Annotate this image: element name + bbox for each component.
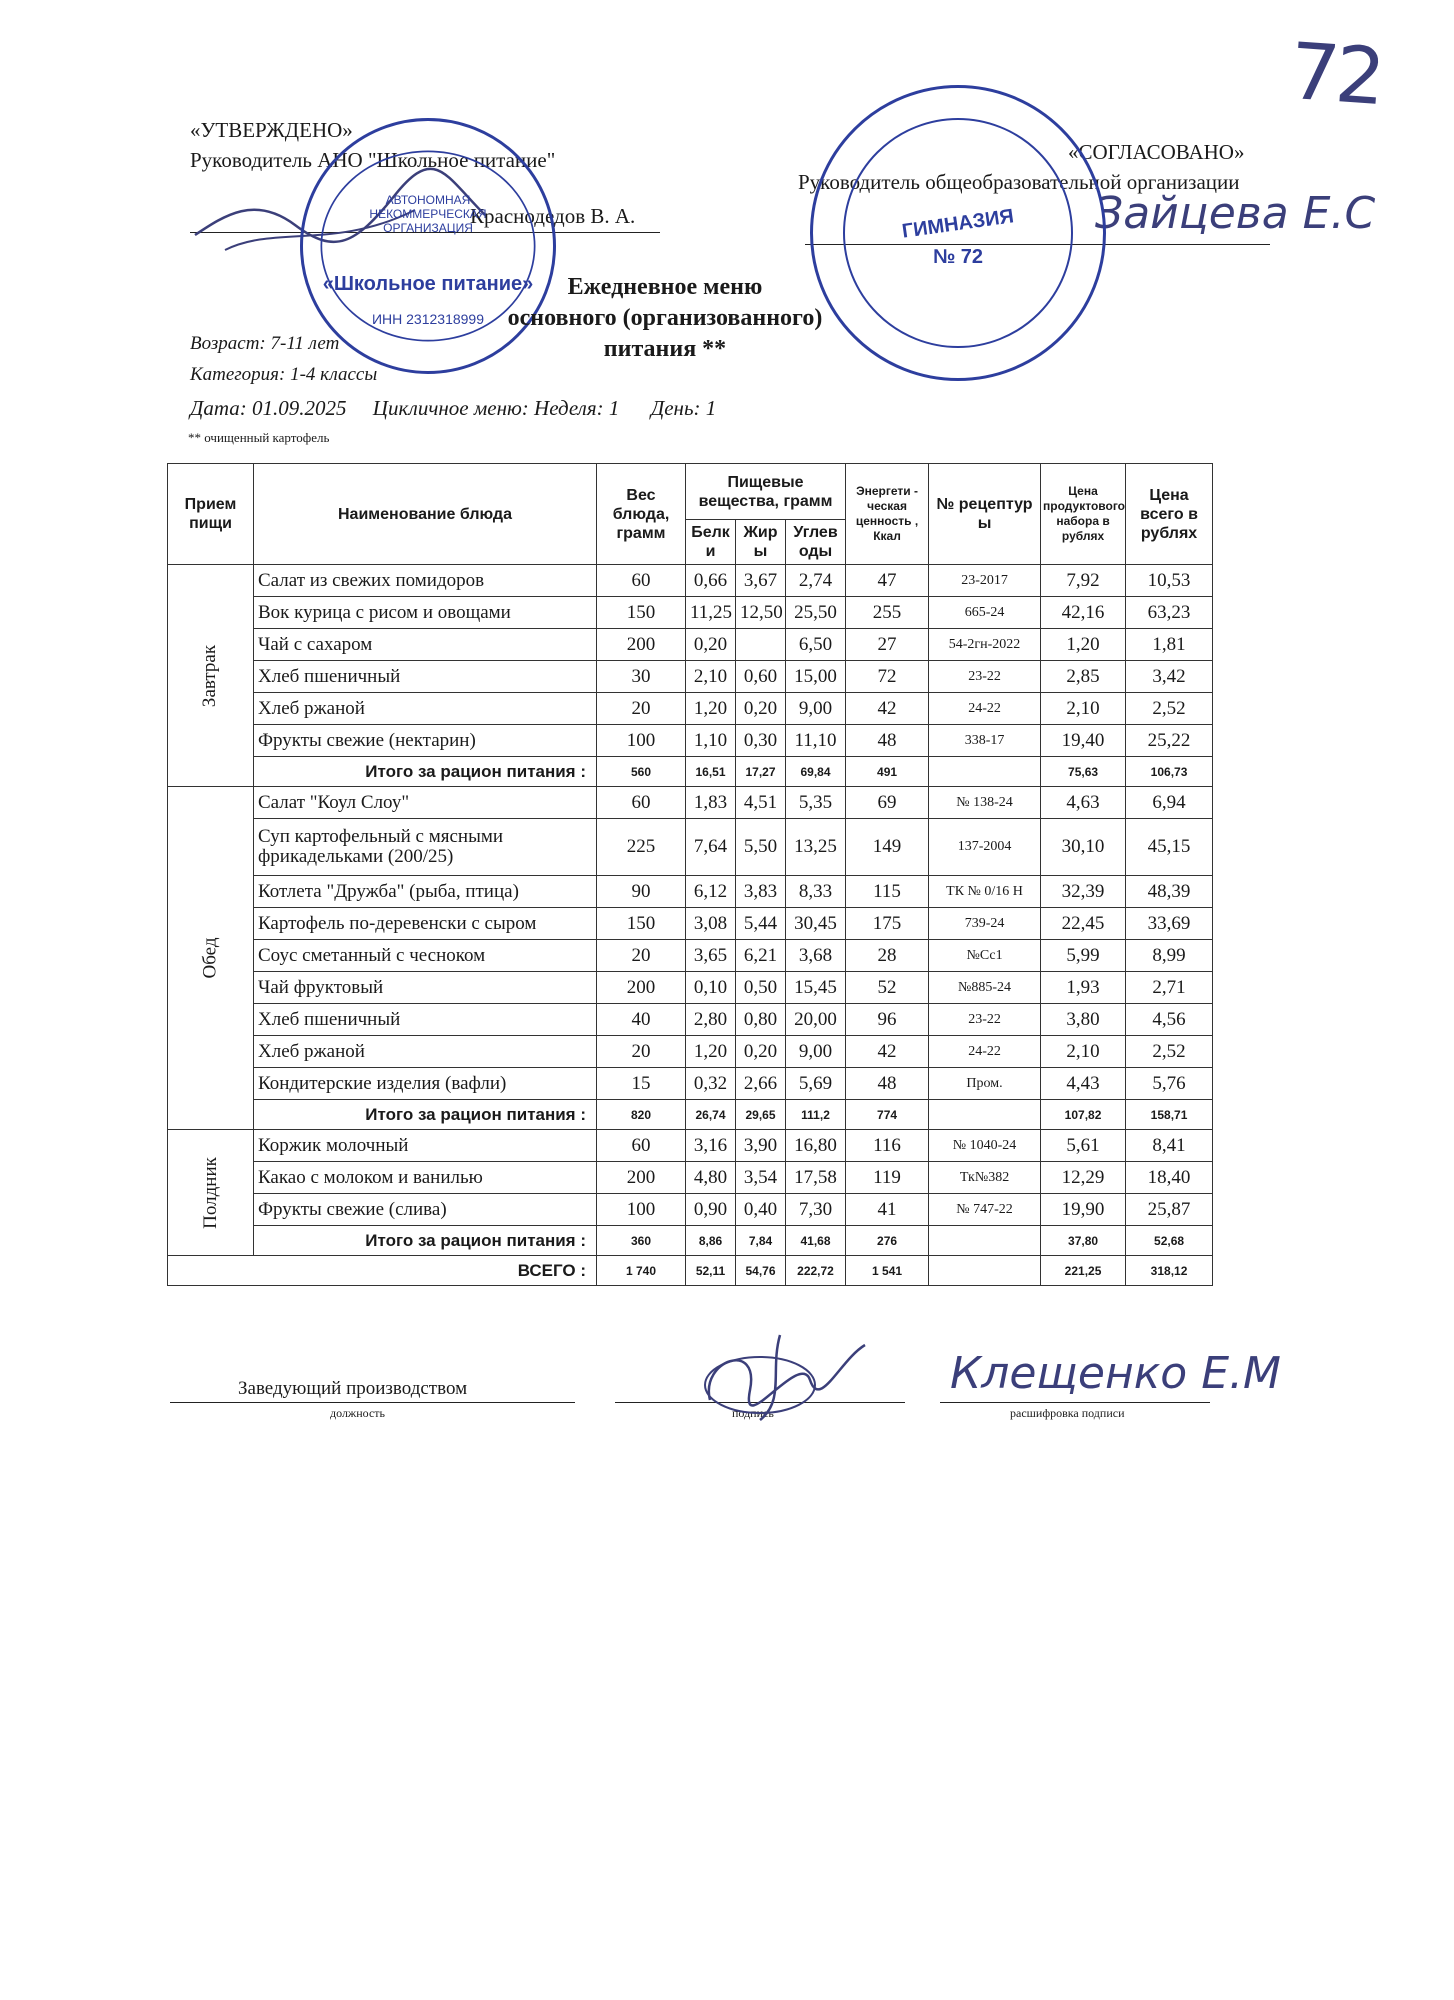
cell-recipe: №885-24 — [929, 972, 1041, 1004]
cell-recipe: № 747-22 — [929, 1194, 1041, 1226]
cell-price-set: 1,93 — [1041, 972, 1126, 1004]
total-protein: 16,51 — [686, 757, 736, 787]
table-row — [168, 1130, 1213, 1162]
cell-recipe: 739-24 — [929, 908, 1041, 940]
cell-recipe: 23-22 — [929, 1004, 1041, 1036]
cell-recipe: 137-2004 — [929, 819, 1041, 876]
cell-price-total: 48,39 — [1126, 876, 1213, 908]
cell-price-set: 32,39 — [1041, 876, 1126, 908]
footer-position: Заведующий производством — [238, 1378, 468, 1399]
cell-price-total: 1,81 — [1126, 629, 1213, 661]
dish-name: Фрукты свежие (нектарин) — [254, 725, 597, 757]
cell-fat: 0,80 — [736, 1004, 786, 1036]
footer-name-caption: расшифровка подписи — [1010, 1406, 1125, 1420]
cell-weight: 40 — [597, 1004, 686, 1036]
dish-name: Картофель по-деревенски с сыром — [254, 908, 597, 940]
footer-signature — [690, 1330, 890, 1425]
footer-name-signed: Клещенко Е.М — [950, 1348, 1281, 1399]
table-row — [168, 1036, 1213, 1068]
cell-weight: 90 — [597, 876, 686, 908]
table-row — [168, 787, 1213, 819]
total-carbs: 111,2 — [786, 1100, 846, 1130]
dish-name: Чай с сахаром — [254, 629, 597, 661]
cell-protein: 0,10 — [686, 972, 736, 1004]
cell-carbs: 11,10 — [786, 725, 846, 757]
dish-name: Соус сметанный с чесноком — [254, 940, 597, 972]
cell-price-set: 42,16 — [1041, 597, 1126, 629]
header-recipe: № рецептур ы — [929, 464, 1041, 565]
cell-energy: 42 — [846, 1036, 929, 1068]
table-row — [168, 876, 1213, 908]
total-energy: 491 — [846, 757, 929, 787]
cell-price-total: 63,23 — [1126, 597, 1213, 629]
title-line-1: Ежедневное меню — [567, 274, 763, 300]
cell-price-set: 7,92 — [1041, 565, 1126, 597]
cell-weight: 200 — [597, 1162, 686, 1194]
header-energy: Энергети - ческая ценность , Ккал — [846, 464, 929, 565]
cell-protein: 3,08 — [686, 908, 736, 940]
total-carbs: 69,84 — [786, 757, 846, 787]
date-info: Дата: 01.09.2025 Цикличное меню: Неделя: 1 День: 1 — [190, 396, 717, 420]
total-label: Итого за рацион питания : — [254, 757, 597, 787]
grand-total-row — [168, 1256, 1213, 1286]
header-protein: Белк и — [686, 520, 736, 565]
cell-price-total: 8,41 — [1126, 1130, 1213, 1162]
cell-energy: 48 — [846, 725, 929, 757]
cell-protein: 3,16 — [686, 1130, 736, 1162]
cell-weight: 100 — [597, 725, 686, 757]
cell-protein: 11,25 — [686, 597, 736, 629]
cell-price-set: 3,80 — [1041, 1004, 1126, 1036]
meal-name: Завтрак — [199, 644, 221, 707]
cell-fat: 12,50 — [736, 597, 786, 629]
total-price-set: 37,80 — [1041, 1226, 1126, 1256]
dish-name: Котлета "Дружба" (рыба, птица) — [254, 876, 597, 908]
cell-fat: 0,50 — [736, 972, 786, 1004]
cell-energy: 115 — [846, 876, 929, 908]
cell-fat: 0,20 — [736, 1036, 786, 1068]
cell-recipe: № 1040-24 — [929, 1130, 1041, 1162]
table-row — [168, 629, 1213, 661]
cell-fat: 0,60 — [736, 661, 786, 693]
total-price-set: 107,82 — [1041, 1100, 1126, 1130]
dish-name: Салат "Коул Слоу" — [254, 787, 597, 819]
cell-carbs: 3,68 — [786, 940, 846, 972]
cell-protein: 0,32 — [686, 1068, 736, 1100]
total-weight: 560 — [597, 757, 686, 787]
cell-energy: 47 — [846, 565, 929, 597]
cell-energy: 119 — [846, 1162, 929, 1194]
cell-recipe: 23-22 — [929, 661, 1041, 693]
table-row — [168, 1004, 1213, 1036]
cell-recipe: 24-22 — [929, 1036, 1041, 1068]
cell-carbs: 16,80 — [786, 1130, 846, 1162]
cell-price-set: 30,10 — [1041, 819, 1126, 876]
cell-protein: 3,65 — [686, 940, 736, 972]
cell-energy: 28 — [846, 940, 929, 972]
approved-position: Руководитель АНО "Школьное питание" — [190, 148, 556, 172]
grand-total-weight: 1 740 — [597, 1256, 686, 1286]
cell-price-total: 8,99 — [1126, 940, 1213, 972]
total-carbs: 41,68 — [786, 1226, 846, 1256]
stamp-school-name: ГИМНАЗИЯ — [900, 205, 1016, 243]
cell-energy: 27 — [846, 629, 929, 661]
agreed-title: «СОГЛАСОВАНО» — [1068, 140, 1245, 164]
cell-price-total: 33,69 — [1126, 908, 1213, 940]
cell-price-total: 45,15 — [1126, 819, 1213, 876]
meal-name: Обед — [199, 937, 221, 979]
cell-protein: 1,10 — [686, 725, 736, 757]
cell-energy: 72 — [846, 661, 929, 693]
footer-position-caption: должность — [330, 1406, 385, 1420]
cell-price-set: 5,99 — [1041, 940, 1126, 972]
agreed-signature: Зайцева Е.С — [1095, 188, 1376, 239]
total-price-total: 106,73 — [1126, 757, 1213, 787]
cell-energy: 41 — [846, 1194, 929, 1226]
grand-total-recipe — [929, 1256, 1041, 1286]
dish-name: Салат из свежих помидоров — [254, 565, 597, 597]
cell-weight: 225 — [597, 819, 686, 876]
total-protein: 8,86 — [686, 1226, 736, 1256]
cell-price-total: 6,94 — [1126, 787, 1213, 819]
cell-price-total: 18,40 — [1126, 1162, 1213, 1194]
cell-carbs: 13,25 — [786, 819, 846, 876]
cell-protein: 2,80 — [686, 1004, 736, 1036]
cell-carbs: 5,69 — [786, 1068, 846, 1100]
table-row — [168, 1068, 1213, 1100]
cell-recipe: 23-2017 — [929, 565, 1041, 597]
total-row — [168, 1226, 1213, 1256]
cell-fat: 0,30 — [736, 725, 786, 757]
cell-energy: 255 — [846, 597, 929, 629]
cell-price-set: 19,40 — [1041, 725, 1126, 757]
cell-protein: 0,66 — [686, 565, 736, 597]
cell-recipe: № 138-24 — [929, 787, 1041, 819]
cell-price-set: 2,10 — [1041, 1036, 1126, 1068]
cell-weight: 200 — [597, 629, 686, 661]
cell-fat: 3,54 — [736, 1162, 786, 1194]
total-fat: 29,65 — [736, 1100, 786, 1130]
cell-carbs: 7,30 — [786, 1194, 846, 1226]
grand-total-price-set: 221,25 — [1041, 1256, 1126, 1286]
cell-carbs: 8,33 — [786, 876, 846, 908]
cell-carbs: 9,00 — [786, 693, 846, 725]
cell-price-total: 10,53 — [1126, 565, 1213, 597]
cell-fat: 0,20 — [736, 693, 786, 725]
cell-price-set: 1,20 — [1041, 629, 1126, 661]
footer-position-line — [170, 1402, 575, 1403]
header-meal: Прием пищи — [168, 464, 254, 565]
cell-price-set: 2,85 — [1041, 661, 1126, 693]
stamp-school-number: № 72 — [932, 246, 984, 268]
footer-name-line — [940, 1402, 1210, 1403]
dish-name: Вок курица с рисом и овощами — [254, 597, 597, 629]
cell-weight: 60 — [597, 565, 686, 597]
dish-name: Коржик молочный — [254, 1130, 597, 1162]
dish-name: Хлеб пшеничный — [254, 1004, 597, 1036]
cell-price-set: 22,45 — [1041, 908, 1126, 940]
dish-name: Хлеб ржаной — [254, 693, 597, 725]
cell-weight: 200 — [597, 972, 686, 1004]
cell-protein: 7,64 — [686, 819, 736, 876]
age-info: Возраст: 7-11 лет — [190, 333, 340, 354]
cell-carbs: 6,50 — [786, 629, 846, 661]
table-row — [168, 819, 1213, 876]
cell-protein: 1,83 — [686, 787, 736, 819]
agreed-position: Руководитель общеобразовательной организации — [798, 170, 1240, 194]
header-price-set: Цена продуктового набора в рублях — [1041, 464, 1126, 565]
cell-recipe: ТК № 0/16 Н — [929, 876, 1041, 908]
cell-fat: 3,67 — [736, 565, 786, 597]
cell-recipe: 338-17 — [929, 725, 1041, 757]
cell-price-set: 4,43 — [1041, 1068, 1126, 1100]
cell-price-total: 4,56 — [1126, 1004, 1213, 1036]
cell-price-total: 2,52 — [1126, 1036, 1213, 1068]
header-price-total: Цена всего в рублях — [1126, 464, 1213, 565]
table-row — [168, 972, 1213, 1004]
cell-weight: 150 — [597, 597, 686, 629]
cell-carbs: 25,50 — [786, 597, 846, 629]
cell-protein: 0,20 — [686, 629, 736, 661]
header-carbs: Углев оды — [786, 520, 846, 565]
total-price-set: 75,63 — [1041, 757, 1126, 787]
cell-energy: 69 — [846, 787, 929, 819]
cell-fat: 5,44 — [736, 908, 786, 940]
cell-weight: 20 — [597, 693, 686, 725]
dish-name: Суп картофельный с мясными фрикадельками (200/25) — [254, 819, 597, 876]
total-price-total: 158,71 — [1126, 1100, 1213, 1130]
cell-fat — [736, 629, 786, 661]
meal-name: Полдник — [199, 1156, 221, 1229]
header-nutrients: Пищевые вещества, грамм — [686, 464, 846, 520]
cell-price-total: 2,52 — [1126, 693, 1213, 725]
cell-weight: 100 — [597, 1194, 686, 1226]
grand-total-protein: 52,11 — [686, 1256, 736, 1286]
cell-carbs: 15,45 — [786, 972, 846, 1004]
cell-price-set: 5,61 — [1041, 1130, 1126, 1162]
cell-price-set: 19,90 — [1041, 1194, 1126, 1226]
total-weight: 820 — [597, 1100, 686, 1130]
grand-total-label: ВСЕГО : — [168, 1256, 597, 1286]
cell-weight: 20 — [597, 940, 686, 972]
cell-energy: 52 — [846, 972, 929, 1004]
table-row — [168, 693, 1213, 725]
table-row — [168, 661, 1213, 693]
cell-carbs: 17,58 — [786, 1162, 846, 1194]
stamp-org-name: «Школьное питание» — [322, 273, 534, 295]
table-row — [168, 565, 1213, 597]
header-weight: Вес блюда, грамм — [597, 464, 686, 565]
cell-energy: 48 — [846, 1068, 929, 1100]
dish-name: Какао с молоком и ванилью — [254, 1162, 597, 1194]
table-row — [168, 597, 1213, 629]
dish-name: Фрукты свежие (слива) — [254, 1194, 597, 1226]
grand-total-carbs: 222,72 — [786, 1256, 846, 1286]
total-recipe — [929, 1226, 1041, 1256]
grand-total-fat: 54,76 — [736, 1256, 786, 1286]
total-label: Итого за рацион питания : — [254, 1226, 597, 1256]
cell-energy: 116 — [846, 1130, 929, 1162]
dish-name: Кондитерские изделия (вафли) — [254, 1068, 597, 1100]
footnote: ** очищенный картофель — [188, 430, 330, 445]
stamp-inn: ИНН 2312318999 — [371, 311, 485, 327]
stamp-org-type: АВТОНОМНАЯ НЕКОММЕРЧЕСКАЯ ОРГАНИЗАЦИЯ — [369, 193, 487, 235]
cell-price-total: 2,71 — [1126, 972, 1213, 1004]
cell-weight: 60 — [597, 1130, 686, 1162]
cell-protein: 6,12 — [686, 876, 736, 908]
approved-title: «УТВЕРЖДЕНО» — [190, 118, 353, 142]
table-row — [168, 1162, 1213, 1194]
header-fat: Жир ы — [736, 520, 786, 565]
cell-protein: 0,90 — [686, 1194, 736, 1226]
page-title — [470, 272, 860, 365]
total-recipe — [929, 757, 1041, 787]
cell-protein: 2,10 — [686, 661, 736, 693]
total-row — [168, 1100, 1213, 1130]
cell-carbs: 9,00 — [786, 1036, 846, 1068]
cell-recipe: Тк№382 — [929, 1162, 1041, 1194]
cell-recipe: 54-2гн-2022 — [929, 629, 1041, 661]
menu-table — [167, 463, 1213, 1286]
table-row — [168, 725, 1213, 757]
header-dish: Наименование блюда — [254, 464, 597, 565]
cell-fat: 6,21 — [736, 940, 786, 972]
cell-weight: 30 — [597, 661, 686, 693]
meal-name-cell — [168, 1130, 254, 1256]
cell-carbs: 30,45 — [786, 908, 846, 940]
total-recipe — [929, 1100, 1041, 1130]
cell-protein: 1,20 — [686, 693, 736, 725]
cell-weight: 20 — [597, 1036, 686, 1068]
total-price-total: 52,68 — [1126, 1226, 1213, 1256]
total-fat: 17,27 — [736, 757, 786, 787]
dish-name: Чай фруктовый — [254, 972, 597, 1004]
total-label: Итого за рацион питания : — [254, 1100, 597, 1130]
total-energy: 276 — [846, 1226, 929, 1256]
cell-fat: 3,90 — [736, 1130, 786, 1162]
cell-fat: 4,51 — [736, 787, 786, 819]
cell-recipe: Пром. — [929, 1068, 1041, 1100]
cell-carbs: 20,00 — [786, 1004, 846, 1036]
cell-price-total: 5,76 — [1126, 1068, 1213, 1100]
cell-energy: 175 — [846, 908, 929, 940]
title-line-2: основного (организованного) питания ** — [507, 305, 823, 362]
total-fat: 7,84 — [736, 1226, 786, 1256]
menu-table-body — [168, 565, 1213, 1286]
total-row — [168, 757, 1213, 787]
grand-total-price-total: 318,12 — [1126, 1256, 1213, 1286]
cell-weight: 60 — [597, 787, 686, 819]
cell-energy: 42 — [846, 693, 929, 725]
dish-name: Хлеб пшеничный — [254, 661, 597, 693]
cell-price-set: 2,10 — [1041, 693, 1126, 725]
category-info: Категория: 1-4 классы — [190, 364, 378, 385]
cell-carbs: 2,74 — [786, 565, 846, 597]
table-row — [168, 908, 1213, 940]
cell-energy: 149 — [846, 819, 929, 876]
meal-name-cell — [168, 787, 254, 1130]
cell-carbs: 15,00 — [786, 661, 846, 693]
cell-price-set: 12,29 — [1041, 1162, 1126, 1194]
cell-recipe: №Сс1 — [929, 940, 1041, 972]
approved-name: Краснодедов В. А. — [470, 204, 636, 228]
table-row — [168, 940, 1213, 972]
cell-price-total: 3,42 — [1126, 661, 1213, 693]
cell-weight: 15 — [597, 1068, 686, 1100]
cell-recipe: 665-24 — [929, 597, 1041, 629]
footer-signature-caption: подпись — [732, 1406, 774, 1420]
grand-total-energy: 1 541 — [846, 1256, 929, 1286]
cell-protein: 4,80 — [686, 1162, 736, 1194]
meal-name-cell — [168, 565, 254, 787]
cell-price-total: 25,22 — [1126, 725, 1213, 757]
total-weight: 360 — [597, 1226, 686, 1256]
cell-energy: 96 — [846, 1004, 929, 1036]
cell-price-total: 25,87 — [1126, 1194, 1213, 1226]
page-number: 72 — [1286, 26, 1385, 124]
cell-price-set: 4,63 — [1041, 787, 1126, 819]
cell-fat: 2,66 — [736, 1068, 786, 1100]
cell-recipe: 24-22 — [929, 693, 1041, 725]
dish-name: Хлеб ржаной — [254, 1036, 597, 1068]
cell-fat: 3,83 — [736, 876, 786, 908]
cell-carbs: 5,35 — [786, 787, 846, 819]
cell-fat: 0,40 — [736, 1194, 786, 1226]
total-protein: 26,74 — [686, 1100, 736, 1130]
cell-fat: 5,50 — [736, 819, 786, 876]
cell-protein: 1,20 — [686, 1036, 736, 1068]
table-row — [168, 1194, 1213, 1226]
total-energy: 774 — [846, 1100, 929, 1130]
cell-weight: 150 — [597, 908, 686, 940]
